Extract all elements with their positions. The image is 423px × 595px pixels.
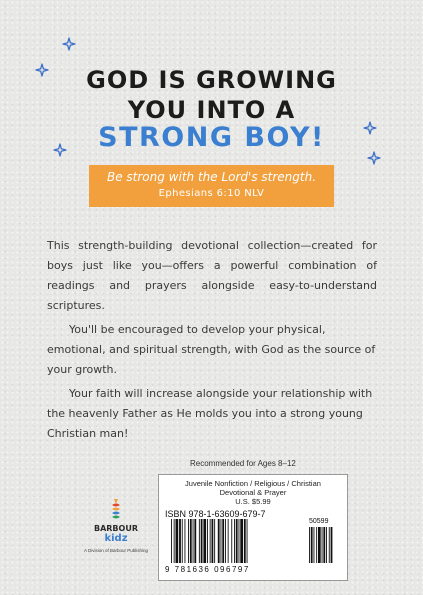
barcode-panel bbox=[158, 474, 348, 581]
age-recommendation: Recommended for Ages 8–12 bbox=[190, 459, 296, 468]
publisher-logo bbox=[81, 498, 151, 576]
barcode-digits: 9 781636 096797 bbox=[165, 565, 250, 574]
description-paragraph-3: Your faith will increase alongside your relationship with the heavenly Father as He molds you into a strong young Christian man! bbox=[47, 387, 373, 440]
headline-line-3: STRONG BOY! bbox=[98, 122, 325, 153]
description-paragraph-1: This strength-building devotional collection—created for boys just like you—offers a powerful combination of readings and prayers alongside easy-to-understand scriptures. bbox=[47, 239, 377, 312]
price-code: 50599 bbox=[309, 518, 329, 525]
headline-line-1: GOD IS GROWING bbox=[86, 66, 337, 94]
sparkle-icon bbox=[62, 37, 76, 51]
description bbox=[47, 236, 377, 448]
category-line-2: Devotional & Prayer bbox=[219, 488, 287, 497]
publisher-division: A Division of Barbour Publishing bbox=[83, 548, 149, 553]
category-line-1: Juvenile Nonfiction / Religious / Christian bbox=[185, 479, 321, 488]
publisher-logo-icon bbox=[109, 498, 123, 522]
description-paragraph-2: You'll be encouraged to develop your physical, emotional, and spiritual strength, with God as the source of your growth. bbox=[47, 323, 376, 376]
verse-reference: Ephesians 6:10 NLV bbox=[158, 188, 265, 199]
price: U.S. $5.99 bbox=[235, 497, 271, 506]
publisher-name: BARBOUR bbox=[93, 524, 138, 533]
barcode-category bbox=[159, 479, 347, 497]
isbn: ISBN 978-1-63609-679-7 bbox=[165, 509, 266, 519]
sparkle-icon bbox=[367, 151, 381, 165]
verse-text: Be strong with the Lord's strength. bbox=[106, 170, 317, 184]
verse-banner bbox=[89, 165, 334, 207]
publisher-imprint: kidz bbox=[104, 533, 128, 544]
barcode-bars bbox=[169, 519, 344, 565]
headline-line-2: YOU INTO A bbox=[127, 96, 296, 124]
